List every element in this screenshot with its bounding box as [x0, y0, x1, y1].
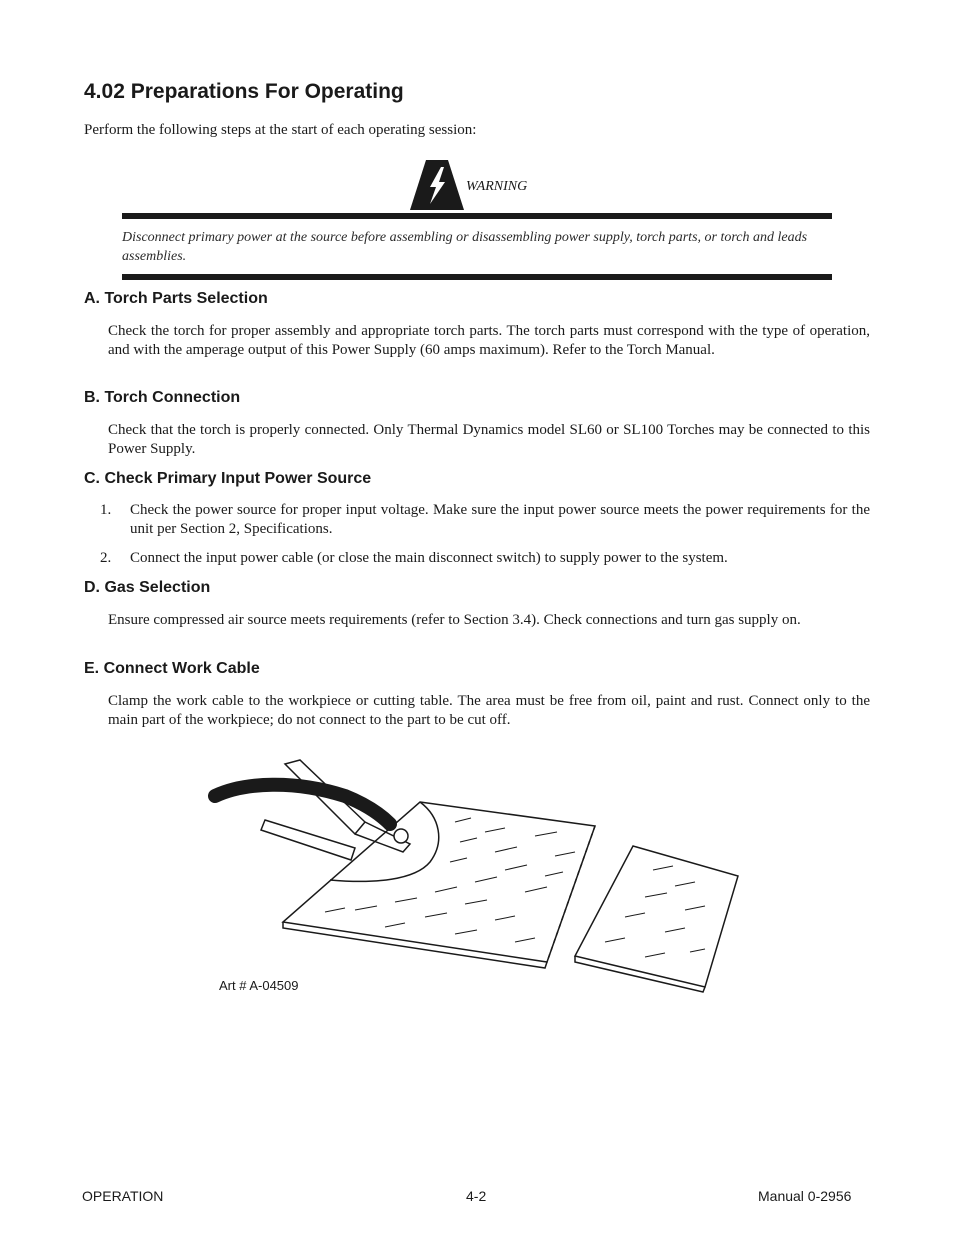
list-item-number: 2.	[100, 550, 112, 566]
gas-selection-text: Ensure compressed air source meets requirements (refer to Section 3.4). Check connections and turn gas supply on.	[108, 612, 801, 628]
list-item-text: Connect the input power cable (or close the main disconnect switch) to supply power to the system.	[130, 550, 728, 566]
work-cable-text: Clamp the work cable to the workpiece or cutting table. The area must be free from oil, paint and rust. Connect only to the main part of the workpiece; do not connect to the part to be cut off.	[108, 693, 870, 728]
heading-torch-connection: B. Torch Connection	[84, 389, 241, 406]
warning-text: Disconnect primary power at the source before assembling or disassembling power supply, torch parts, or torch and leads assemblies.	[122, 230, 808, 264]
warning-bottom-rule	[122, 274, 832, 280]
list-item	[100, 549, 870, 568]
heading-connect-work-cable: E. Connect Work Cable	[84, 660, 260, 677]
art-number-label: Art # A-04509	[219, 978, 299, 993]
list-item	[100, 501, 870, 539]
heading-gas-selection: D. Gas Selection	[84, 579, 211, 596]
heading-primary-input-power: C. Check Primary Input Power Source	[84, 470, 372, 487]
heading-torch-parts-selection: A. Torch Parts Selection	[84, 290, 268, 307]
electric-hazard-icon	[408, 158, 466, 212]
warning-label: WARNING	[466, 179, 528, 194]
page-title: 4.02 Preparations For Operating	[84, 80, 404, 103]
warning-top-rule	[122, 213, 832, 219]
list-item-number: 1.	[100, 502, 112, 518]
footer-manual-number: Manual 0-2956	[758, 1188, 852, 1204]
list-item-text: Check the power source for proper input voltage. Make sure the input power source meets the power requirements for the unit per Section 2, Specifications.	[130, 502, 870, 537]
intro-text: Perform the following steps at the start of each operating session:	[84, 122, 477, 138]
torch-parts-text: Check the torch for proper assembly and appropriate torch parts. The torch parts must correspond with the type of operation, and with the amperage output of this Power Supply (60 amps maximum). Refer to the Torch Manual.	[108, 323, 870, 358]
footer-section-name: OPERATION	[82, 1188, 164, 1204]
torch-connection-text: Check that the torch is properly connected. Only Thermal Dynamics model SL60 or SL100 Torches may be connected to this Power Supply.	[108, 422, 870, 457]
footer-page-number: 4-2	[466, 1188, 487, 1204]
work-clamp-illustration	[205, 752, 745, 997]
